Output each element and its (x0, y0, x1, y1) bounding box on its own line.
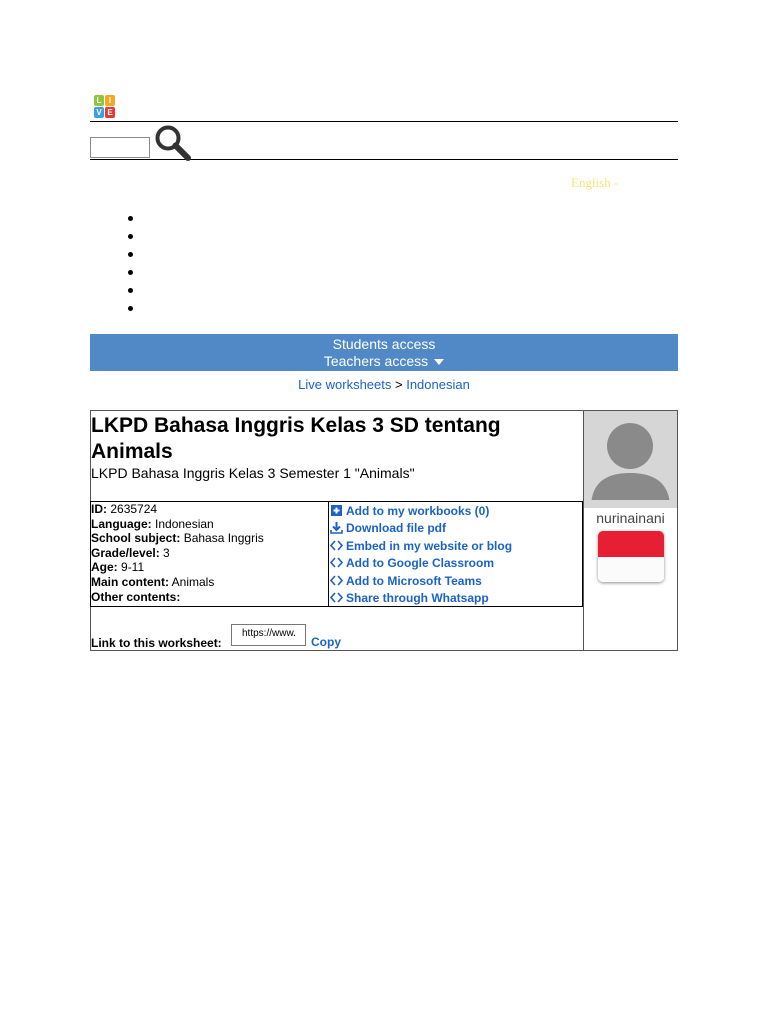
detail-label: School subject: (91, 531, 181, 546)
download-icon (330, 521, 343, 534)
nav-list-item[interactable] (126, 282, 134, 300)
avatar[interactable] (584, 411, 677, 508)
action-label: Add to Microsoft Teams (346, 573, 482, 588)
info-box-divider (328, 501, 329, 607)
detail-language (91, 517, 264, 532)
top-divider (90, 121, 678, 122)
search-icon[interactable] (154, 124, 192, 162)
detail-value: 3 (163, 545, 170, 560)
worksheet-title: LKPD Bahasa Inggris Kelas 3 SD tentang Animals (91, 414, 501, 463)
logo-letter-l: L (94, 95, 104, 106)
detail-value: Bahasa Inggris (183, 531, 264, 546)
flag-white-stripe (598, 557, 664, 583)
nav-list-item[interactable] (126, 300, 134, 318)
worksheet-subtitle: LKPD Bahasa Inggris Kelas 3 Semester 1 "Animals" (91, 465, 415, 481)
detail-id (91, 502, 264, 517)
students-access-link[interactable]: Students access (332, 336, 436, 352)
teachers-access-label: Teachers access (323, 353, 429, 369)
detail-value: 2635724 (110, 502, 158, 516)
detail-label: Language: (91, 516, 152, 531)
detail-label: Grade/level: (91, 545, 160, 560)
breadcrumb (0, 377, 768, 392)
breadcrumb-separator: > (391, 377, 407, 392)
action-label: Download file pdf (346, 521, 446, 536)
detail-school-subject (91, 531, 264, 546)
detail-value: 9-11 (121, 560, 145, 575)
worksheet-details (91, 502, 264, 604)
teachers-access-link[interactable] (324, 353, 444, 369)
worksheet-link-field[interactable]: https://www. (231, 624, 306, 646)
action-label: Add to Google Classroom (346, 556, 495, 571)
language-selector[interactable]: English - (571, 175, 619, 190)
action-label: Embed in my website or blog (346, 538, 513, 553)
access-menu-bar (90, 334, 678, 371)
search-input[interactable] (90, 137, 150, 158)
breadcrumb-current-link[interactable]: Indonesian (406, 377, 470, 392)
logo-letter-i: I (105, 95, 115, 106)
flag-red-stripe (598, 531, 664, 557)
logo-letter-e: E (105, 107, 115, 118)
detail-label: Age: (91, 560, 118, 575)
detail-label: ID: (91, 502, 107, 516)
code-icon (330, 574, 343, 587)
breadcrumb-root-link[interactable]: Live worksheets (298, 377, 392, 392)
detail-other-contents (91, 590, 264, 605)
nav-list-item[interactable] (126, 228, 134, 246)
code-icon (330, 591, 343, 604)
detail-label: Main content: (91, 574, 169, 589)
action-label: Share through Whatsapp (346, 590, 489, 605)
detail-main-content (91, 575, 264, 590)
caret-down-icon (434, 359, 444, 365)
logo-letter-v: V (94, 107, 104, 118)
nav-list-item[interactable] (126, 246, 134, 264)
live-worksheets-logo[interactable] (94, 95, 116, 119)
code-icon (330, 556, 343, 569)
copy-link-button[interactable]: Copy (311, 635, 341, 649)
nav-list-item[interactable] (126, 210, 134, 228)
detail-grade-level (91, 546, 264, 561)
detail-value: Animals (171, 574, 215, 589)
nav-list-item[interactable] (126, 264, 134, 282)
plus-icon (330, 504, 343, 517)
code-icon (330, 539, 343, 552)
detail-label: Other contents: (91, 589, 181, 604)
nav-list (126, 210, 134, 318)
detail-value: Indonesian (155, 516, 214, 531)
detail-age (91, 560, 264, 575)
worksheet-link-label: Link to this worksheet: (91, 636, 222, 650)
action-label: Add to my workbooks (0) (346, 504, 490, 518)
indonesia-flag-icon (598, 531, 664, 582)
author-username[interactable]: nurinainani (596, 510, 665, 526)
